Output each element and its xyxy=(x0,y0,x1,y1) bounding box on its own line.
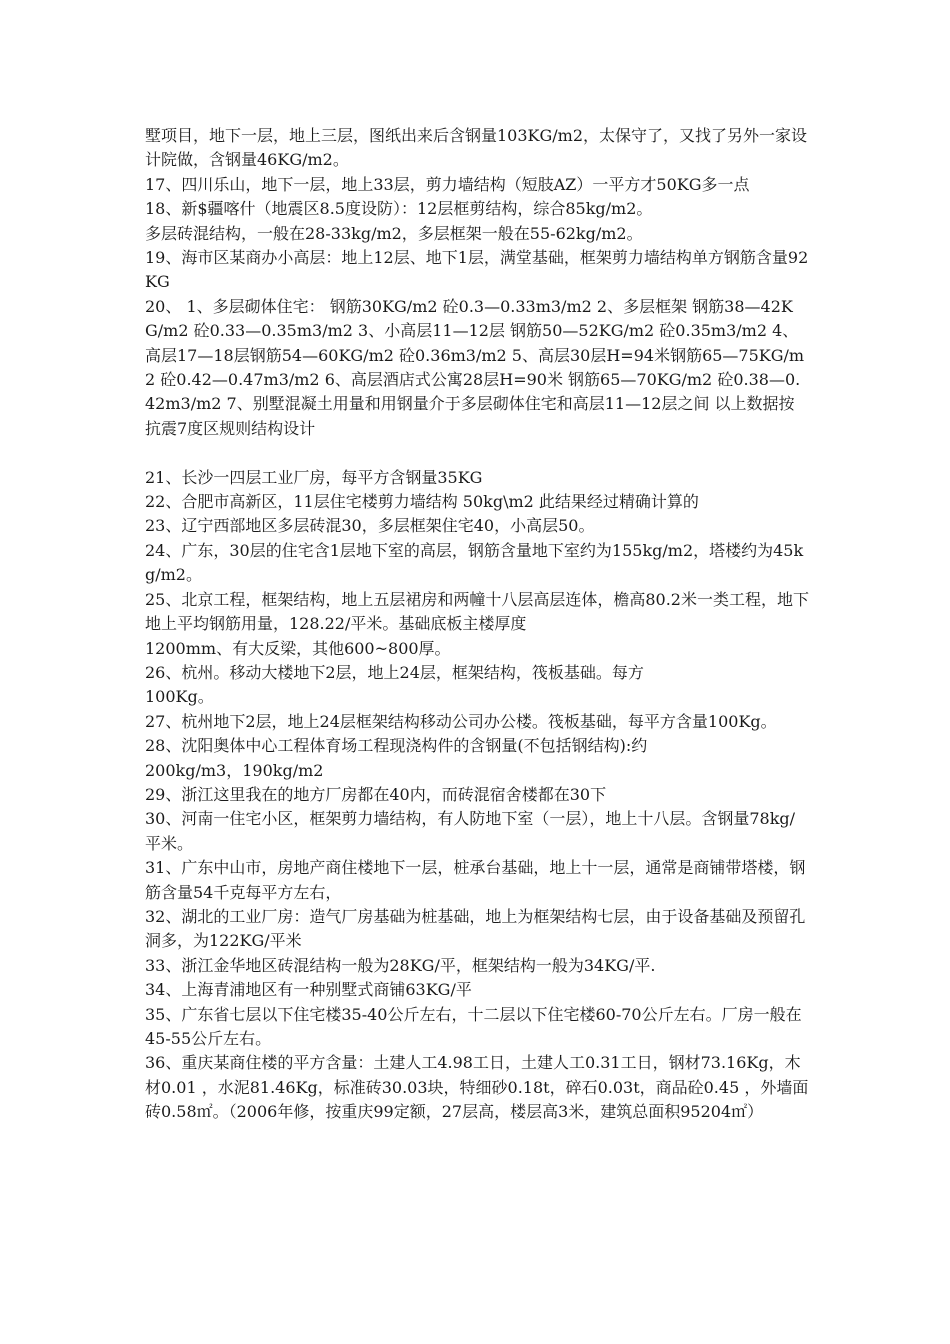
paragraph-24: 24、广东，30层的住宅含1层地下室的高层，钢筋含量地下室约为155kg/m2，塔楼约为45kg/m2。 xyxy=(145,540,804,585)
paragraph-18-note: 多层砖混结构，一般在28-33kg/m2，多层框架一般在55-62kg/m2。 xyxy=(145,223,643,243)
paragraph-34: 34、上海青浦地区有一种别墅式商铺63KG/平 xyxy=(145,980,472,1000)
paragraph-22: 22、合肥市高新区，11层住宅楼剪力墙结构 50kg\m2 此结果经过精确计算的 xyxy=(145,492,699,512)
paragraph-23: 23、辽宁西部地区多层砖混30，多层框架住宅40，小高层50。 xyxy=(145,516,595,536)
paragraph-29: 29、浙江这里我在的地方厂房都在40内，而砖混宿舍楼都在30下 xyxy=(145,784,607,804)
paragraph-30: 30、河南一住宅小区，框架剪力墙结构，有人防地下室（一层），地上十八层。含钢量78kg/平米。 xyxy=(145,809,796,853)
paragraph-18: 18、新$疆喀什（地震区8.5度设防）：12层框剪结构，综合85kg/m2。 xyxy=(145,199,653,219)
paragraph-21: 21、长沙一四层工业厂房，每平方含钢量35KG xyxy=(145,467,483,487)
paragraph-33: 33、浙江金华地区砖混结构一般为28KG/平，框架结构一般为34KG/平. xyxy=(145,955,656,975)
blank-line xyxy=(145,441,810,465)
document-body xyxy=(145,124,810,1125)
paragraph-28-cont: 200kg/m3，190kg/m2 xyxy=(145,760,324,780)
paragraph-32: 32、湖北的工业厂房：造气厂房基础为桩基础，地上为框架结构七层，由于设备基础及预留孔洞多，为122KG/平米 xyxy=(145,906,806,951)
paragraph-31: 31、广东中山市，房地产商住楼地下一层，桩承台基础，地上十一层，通常是商铺带塔楼，钢筋含量54千克每平方左右， xyxy=(145,858,806,902)
paragraph-25-cont: 1200mm、有大反梁，其他600~800厚。 xyxy=(145,638,451,658)
paragraph-36: 36、重庆某商住楼的平方含量：土建人工4.98工日，土建人工0.31工日，钢材73.16Kg，木材0.01 ，水泥81.46Kg，标准砖30.03块，特细砂0.18t，碎石0.03t，商品砼0.45 ，外墙面砖0.58㎡。（2006年修，按重庆99定额，27层高，楼层高3米，建筑总面积95204㎡） xyxy=(145,1053,809,1122)
paragraph-27: 27、杭州地下2层，地上24层框架结构移动公司办公楼。筏板基础，每平方含量100Kg。 xyxy=(145,711,777,731)
paragraph-26-cont: 100Kg。 xyxy=(145,687,214,707)
paragraph-villa-continued: 墅项目，地下一层，地上三层，图纸出来后含钢量103KG/m2，太保守了，又找了另外一家设计院做，含钢量46KG/m2。 xyxy=(145,126,808,170)
paragraph-25: 25、北京工程，框架结构，地上五层裙房和两幢十八层高层连体，檐高80.2米一类工程，地下地上平均钢筋用量，128.22/平米。基础底板主楼厚度 xyxy=(145,589,809,634)
paragraph-35: 35、广东省七层以下住宅楼35-40公斤左右，十二层以下住宅楼60-70公斤左右。厂房一般在45-55公斤左右。 xyxy=(145,1004,802,1049)
paragraph-20: 20、 1、多层砌体住宅： 钢筋30KG/m2 砼0.3—0.33m3/m2 2、多层框架 钢筋38—42KG/m2 砼0.33—0.35m3/m2 3、小高层11—12层 钢筋50—52KG/m2 砼0.35m3/m2 4、高层17—18层钢筋54—60KG/m2 砼0.36m3/m2 5、高层30层H=94米钢筋65—75KG/m2 砼0.42—0.47m3/m2 6、高层酒店式公寓28层H=90米 钢筋65—70KG/m2 砼0.38—0.42m3/m2 7、别墅混凝土用量和用钢量介于多层砌体住宅和高层11—12层之间 以上数据按抗震7度区规则结构设计 xyxy=(145,296,805,438)
paragraph-28: 28、沈阳奥体中心工程体育场工程现浇构件的含钢量(不包括钢结构):约 xyxy=(145,736,648,756)
paragraph-26: 26、杭州。移动大楼地下2层，地上24层，框架结构，筏板基础。每方 xyxy=(145,662,644,682)
paragraph-17: 17、四川乐山，地下一层，地上33层，剪力墙结构（短肢AZ）一平方才50KG多一点 xyxy=(145,174,750,194)
paragraph-19: 19、海市区某商办小高层：地上12层、地下1层，满堂基础，框架剪力墙结构单方钢筋含量92KG xyxy=(145,248,809,292)
